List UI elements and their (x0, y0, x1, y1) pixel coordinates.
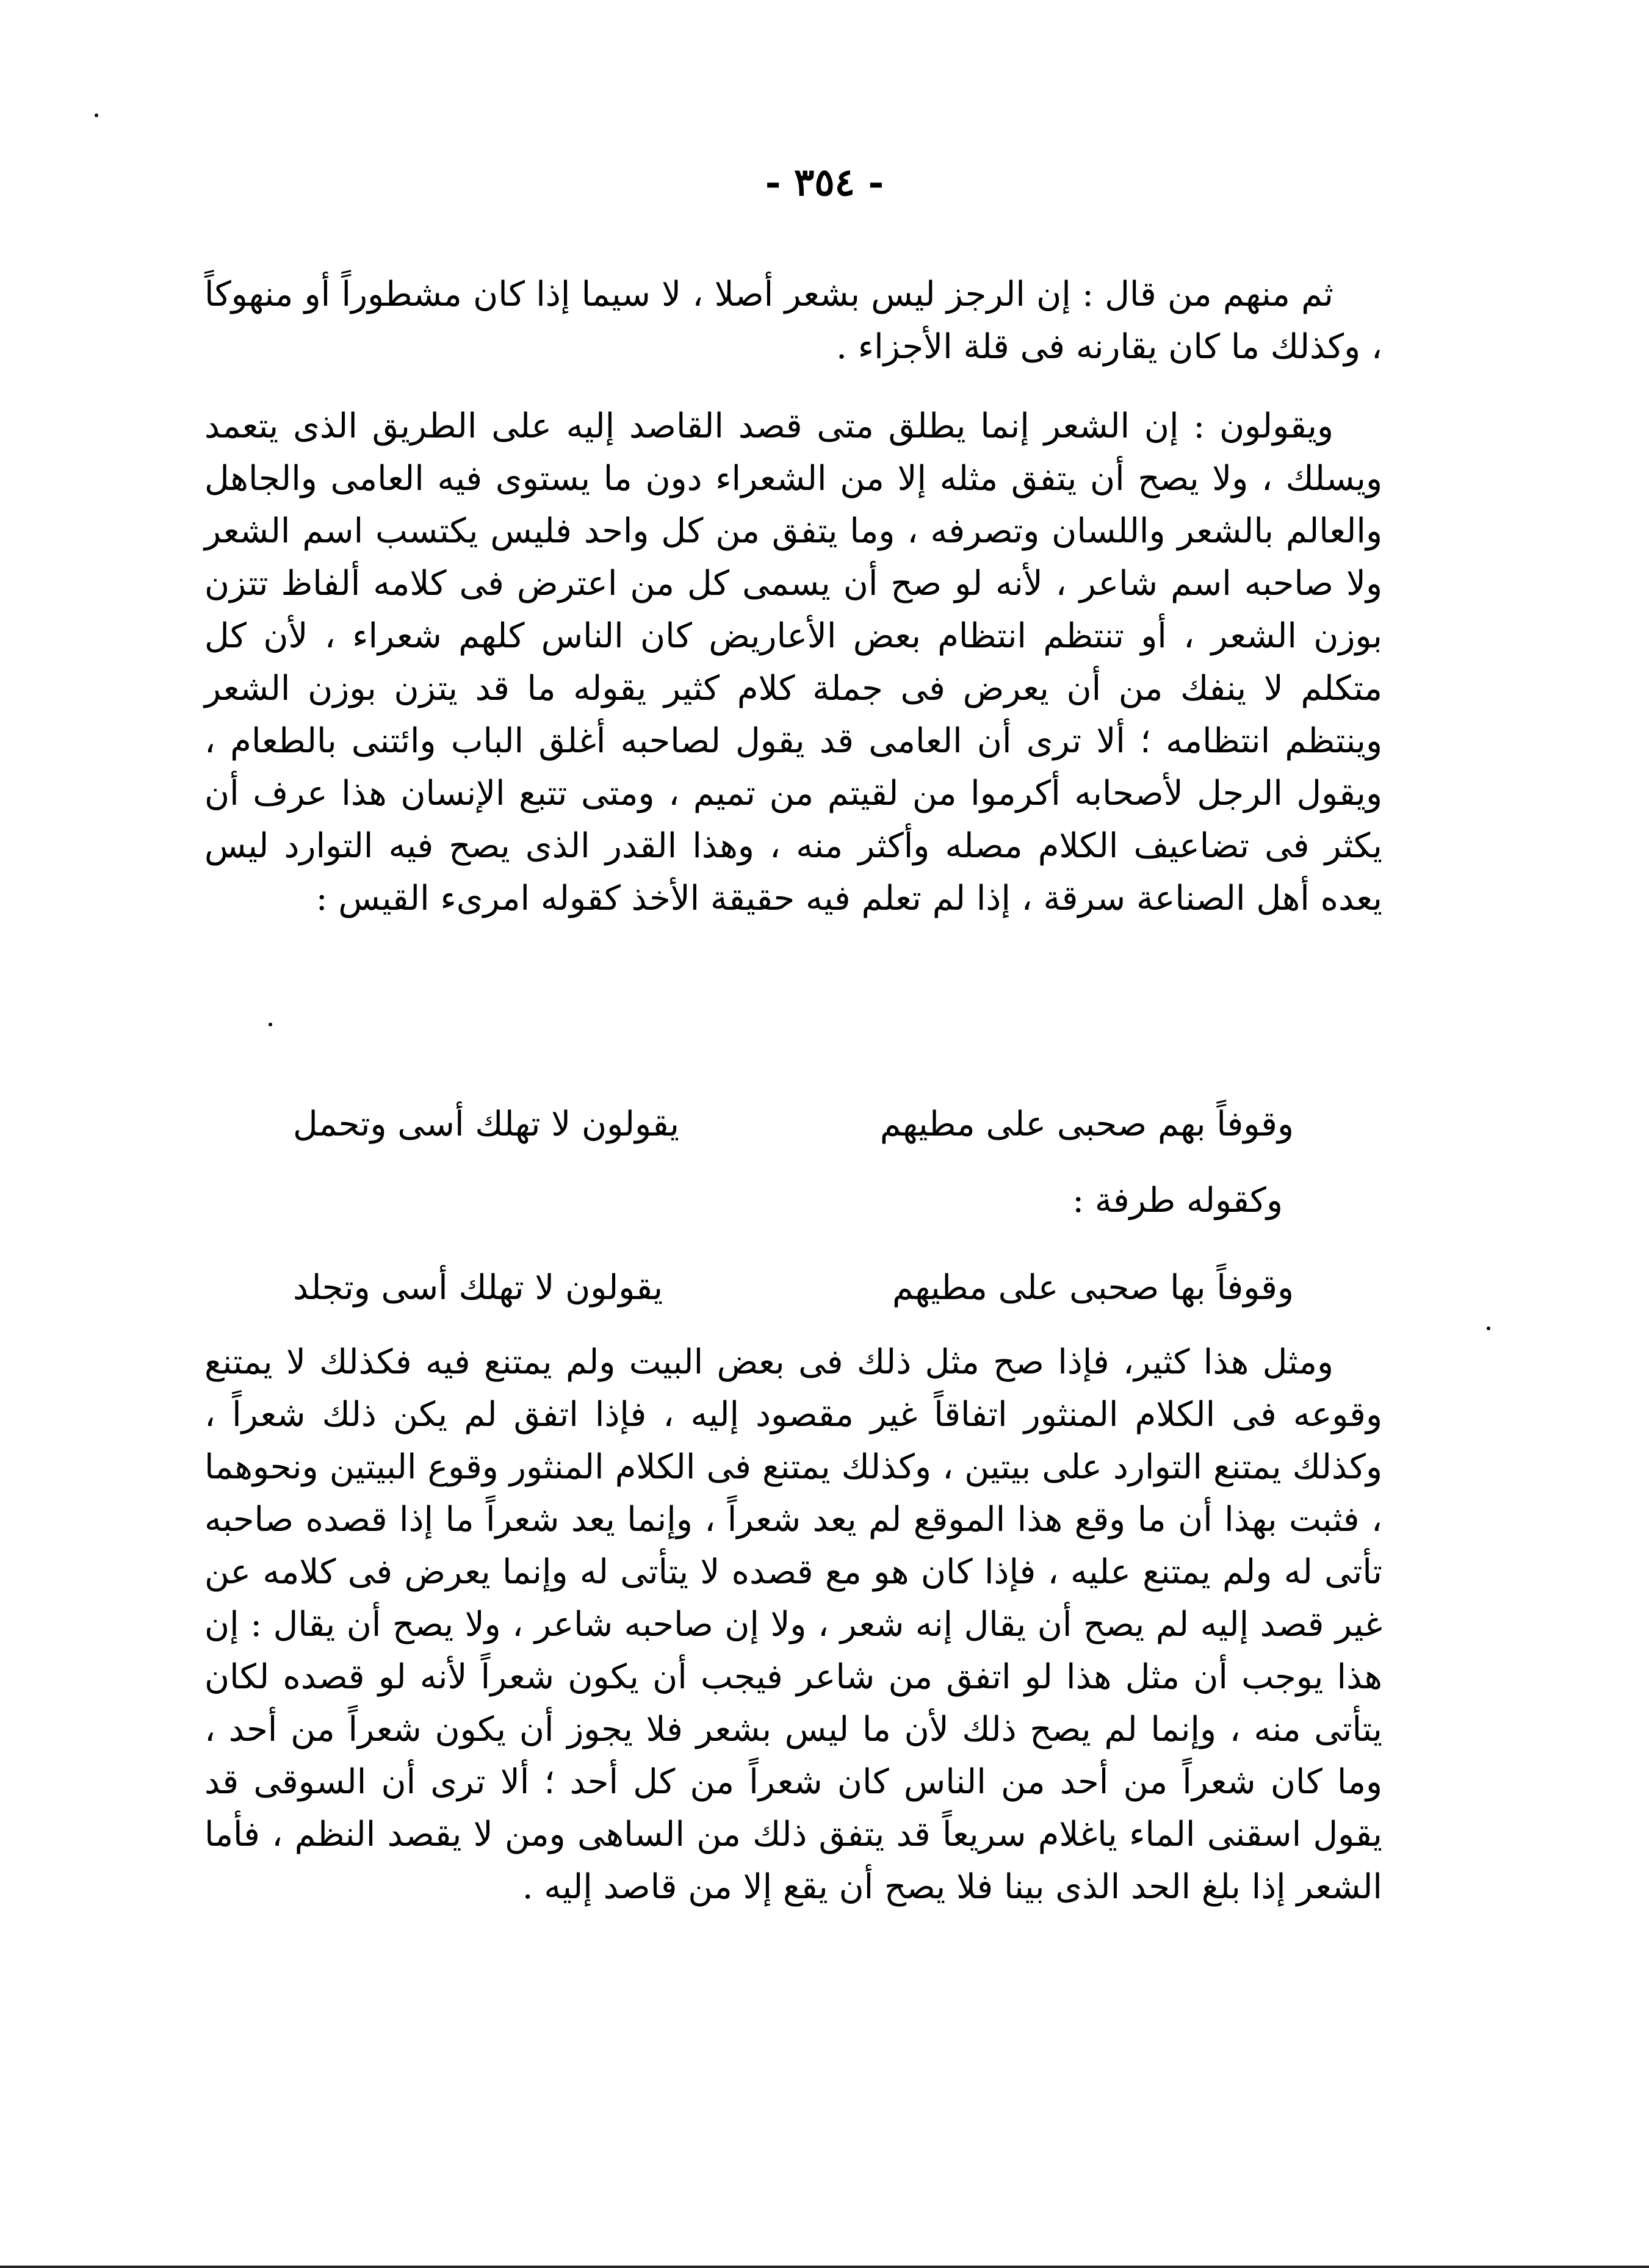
paragraph-poetry-definition: ويقولون : إن الشعر إنما يطلق متى قصد القاصد إليه على الطريق الذى يتعمد ويسلك ، ولا يصح أن يتفق مثله إلا من الشعراء دون ما يستوى فيه العامى والجاهل والعالم بالشعر واللسان وتصرفه ، وما يتفق من كل واحد فليس يكتسب اسم الشعر ولا صاحبه اسم شاعر ، لأنه لو صح أن يسمى كل من اعترض فى كلامه ألفاظ تتزن بوزن الشعر ، أو تنتظم انتظام بعض الأعاريض كان الناس كلهم شعراء ، لأن كل متكلم لا ينفك من أن يعرض فى جملة كلام كثير يقوله ما قد يتزن بوزن الشعر وينتظم انتظامه ؛ ألا ترى أن العامى قد يقول لصاحبه أغلق الباب وائتنى بالطعام ، ويقول الرجل لأصحابه أكرموا من لقيتم من تميم ، ومتى تتبع الإنسان هذا عرف أن يكثر فى تضاعيف الكلام مصله وأكثر منه ، وهذا القدر الذى يصح فيه التوارد ليس يعده أهل الصناعة سرقة ، إذا لم تعلم فيه حقيقة الأخذ كقوله امرىء القيس : (204, 406, 1383, 918)
verse-second-hemistich: يقولون لا تهلك أسى وتحمل (293, 1104, 679, 1144)
body-text-top (204, 268, 1382, 925)
paragraph-rajaz: ثم منهم من قال : إن الرجز ليس بشعر أصلا ، لا سيما إذا كان مشطوراً أو منهوكاً ، وكذلك ما كان يقارنه فى قلة الأجزاء . (204, 275, 1382, 367)
verse-imru-al-qays (293, 1098, 1294, 1151)
page-number: - ٣٥٤ - (765, 160, 884, 204)
verse-first-hemistich: وقوفاً بها صحبى على مطيهم (892, 1268, 1294, 1308)
verse-first-hemistich: وقوفاً بهم صحبى على مطيهم (879, 1104, 1294, 1144)
scan-speck (95, 113, 98, 117)
paragraph-conclusion: ومثل هذا كثير، فإذا صح مثل ذلك فى بعض البيت ولم يمتنع فيه فكذلك لا يمتنع وقوعه فى الكلام المنثور اتفاقاً غير مقصود إليه ، فإذا اتفق لم يكن ذلك شعراً ، وكذلك يمتنع التوارد على بيتين ، وكذلك يمتنع فى الكلام المنثور وقوع البيتين ونحوهما ، فثبت بهذا أن ما وقع هذا الموقع لم يعد شعراً ، وإنما يعد شعراً ما إذا قصده صاحبه تأتى له ولم يمتنع عليه ، فإذا كان هو مع قصده لا يتأتى له وإنما يعرض فى كلامه عن غير قصد إليه لم يصح أن يقال إنه شعر ، ولا إن صاحبه شاعر ، ولا يصح أن يقال : إن هذا يوجب أن مثل هذا لو اتفق من شاعر فيجب أن يكون شعراً لأنه لو قصده لكان يتأتى منه ، وإنما لم يصح ذلك لأن ما ليس بشعر فلا يجوز أن يكون شعراً من أحد ، وما كان شعراً من أحد من الناس كان شعراً من كل أحد ؛ ألا ترى أن السوقى قد يقول اسقنى الماء ياغلام سريعاً قد يتفق ذلك من الساهى ومن لا يقصد النظم ، فأما الشعر إذا بلغ الحد الذى بينا فلا يصح أن يقع إلا من قاصد إليه . (204, 1342, 1382, 1907)
page-bottom-edge (0, 2266, 1649, 2268)
verse-second-hemistich: يقولون لا تهلك أسى وتجلد (293, 1268, 663, 1308)
scan-speck (269, 1023, 272, 1026)
verse-tarafa (293, 1262, 1294, 1314)
scan-speck (1487, 1327, 1490, 1330)
body-text-bottom (204, 1336, 1382, 1913)
tarafa-intro: وكقوله طرفة : (1072, 1181, 1283, 1220)
